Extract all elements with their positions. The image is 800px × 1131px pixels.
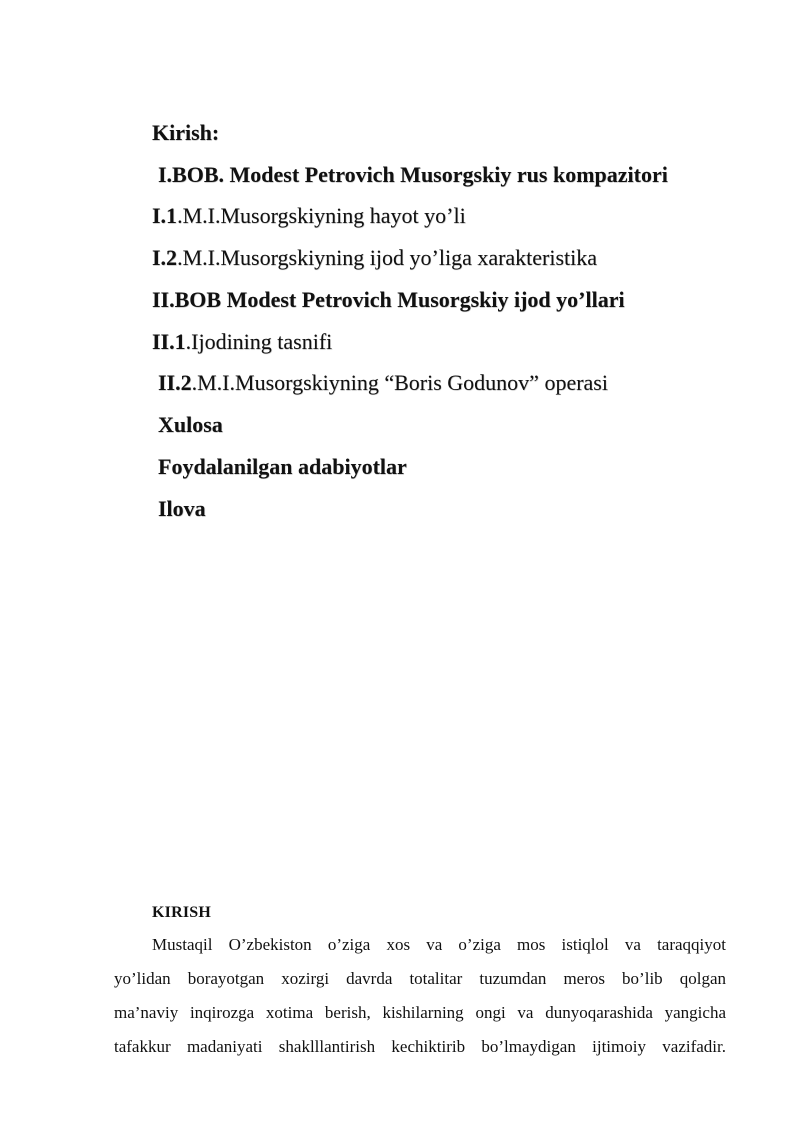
toc-xulosa: Xulosa (158, 412, 223, 437)
toc-item-title: .Ijodining tasnifi (185, 329, 333, 354)
intro-line-4: tafakkur madaniyati shaklllantirish kechiktirib bo’lmaydigan ijtimoiy vazifadir. (114, 1037, 726, 1056)
toc-ilova: Ilova (158, 496, 206, 521)
toc-item-1-1 (152, 202, 466, 230)
toc-item-title: .M.I.Musorgskiyning ijod yo’liga xarakteristika (177, 245, 598, 270)
intro-heading: KIRISH (152, 904, 211, 921)
toc-item-2-1 (152, 328, 332, 356)
toc-item-2-2 (158, 369, 608, 397)
toc-item-number: II.2 (158, 370, 192, 395)
toc-item-number: I.1 (152, 203, 178, 228)
toc-chapter-2: II.BOB Modest Petrovich Musorgskiy ijod yo’llari (152, 287, 625, 312)
intro-line-1: Mustaqil O’zbekiston o’ziga xos va o’ziga mos istiqlol va taraqqiyot (152, 935, 726, 954)
toc-chapter-1: I.BOB. Modest Petrovich Musorgskiy rus kompazitori (158, 162, 668, 187)
toc-item-number: II.1 (152, 329, 186, 354)
toc-item-title: .M.I.Musorgskiyning “Boris Godunov” operasi (191, 370, 608, 395)
toc-item-title: .M.I.Musorgskiyning hayot yo’li (177, 203, 466, 228)
toc-item-number: I.2 (152, 245, 178, 270)
toc-item-1-2 (152, 244, 597, 272)
toc-adabiyotlar: Foydalanilgan adabiyotlar (158, 454, 407, 479)
intro-line-2: yo’lidan borayotgan xozirgi davrda totalitar tuzumdan meros bo’lib qolgan (114, 969, 726, 988)
intro-line-3: ma’naviy inqirozga xotima berish, kishilarning ongi va dunyoqarashida yangicha (114, 1003, 726, 1022)
toc-kirish: Kirish: (152, 120, 220, 145)
